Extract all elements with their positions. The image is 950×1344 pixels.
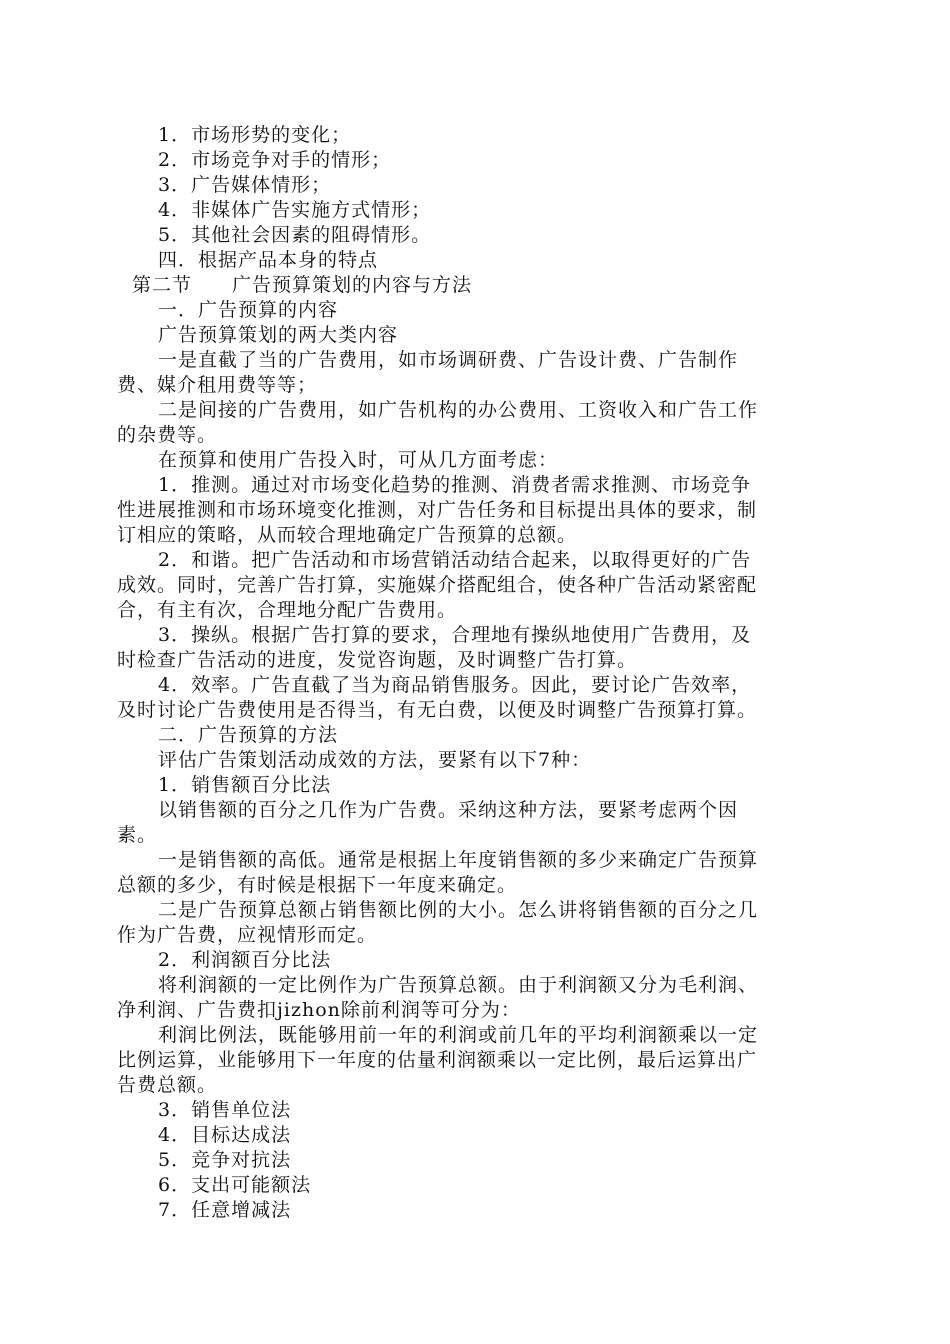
paragraph-line: 4．效率。广告直截了当为商品销售服务。因此，要讨论广告效率， — [158, 674, 752, 696]
list-item: 5．其他社会因素的阻碍情形。 — [158, 224, 432, 246]
list-item: 1．市场形势的变化； — [158, 124, 352, 146]
paragraph-line: 订相应的策略，从而较合理地确定广告预算的总额。 — [117, 524, 578, 546]
paragraph-line: 二是广告预算总额占销售额比例的大小。怎么讲将销售额的百分之几 — [158, 899, 759, 921]
paragraph-line: 二是间接的广告费用，如广告机构的办公费用、工资收入和广告工作 — [158, 399, 759, 421]
section-heading: 四．根据产品本身的特点 — [158, 249, 379, 271]
section-heading: 二．广告预算的方法 — [158, 724, 339, 746]
paragraph-line: 1．推测。通过对市场变化趋势的推测、消费者需求推测、市场竞争 — [158, 474, 752, 496]
paragraph-line: 总额的多少，有时候是根据下一年度来确定。 — [117, 874, 518, 896]
list-item: 3．广告媒体情形； — [158, 174, 332, 196]
paragraph-line: 素。 — [117, 824, 158, 846]
paragraph-line: 合，有主有次，合理地分配广告费用。 — [117, 599, 458, 621]
list-item: 6．支出可能额法 — [158, 1174, 312, 1196]
paragraph-line: 告费总额。 — [117, 1074, 218, 1096]
paragraph-line: 利润比例法，既能够用前一年的利润或前几年的平均利润额乘以一定 — [158, 1024, 759, 1046]
paragraph-line: 一是直截了当的广告费用，如市场调研费、广告设计费、广告制作 — [158, 349, 739, 371]
paragraph-line: 比例运算，业能够用下一年度的估量利润额乘以一定比例，最后运算出广 — [117, 1049, 758, 1071]
list-item: 3．销售单位法 — [158, 1099, 292, 1121]
paragraph-line: 以销售额的百分之几作为广告费。采纳这种方法，要紧考虑两个因 — [158, 799, 739, 821]
paragraph-line: 性进展推测和市场环境变化推测，对广告任务和目标提出具体的要求，制 — [117, 499, 758, 521]
paragraph-line: 在预算和使用广告投入时，可从几方面考虑： — [158, 449, 559, 471]
paragraph-line: 的杂费等。 — [117, 424, 218, 446]
paragraph-line: 2．和谐。把广告活动和市场营销活动结合起来，以取得更好的广告 — [158, 549, 752, 571]
paragraph-line: 一是销售额的高低。通常是根据上年度销售额的多少来确定广告预算 — [158, 849, 759, 871]
list-item: 2．利润额百分比法 — [158, 949, 332, 971]
chapter-heading: 第二节 广告预算策划的内容与方法 — [132, 274, 473, 296]
list-item: 7．任意增减法 — [158, 1199, 292, 1221]
list-item: 1．销售额百分比法 — [158, 774, 332, 796]
paragraph-line: 将利润额的一定比例作为广告预算总额。由于利润额又分为毛利润、 — [158, 974, 759, 996]
paragraph-line: 3．操纵。根据广告打算的要求，合理地有操纵地使用广告费用，及 — [158, 624, 752, 646]
paragraph-line: 作为广告费，应视情形而定。 — [117, 924, 378, 946]
list-item: 4．目标达成法 — [158, 1124, 292, 1146]
paragraph-line: 时检查广告活动的进度，发觉咨询题，及时调整广告打算。 — [117, 649, 638, 671]
paragraph-line: 及时讨论广告费使用是否得当，有无白费，以便及时调整广告预算打算。 — [117, 699, 758, 721]
list-item: 2．市场竞争对手的情形； — [158, 149, 392, 171]
paragraph-line: 评估广告策划活动成效的方法，要紧有以下7种： — [158, 749, 592, 771]
section-heading: 一．广告预算的内容 — [158, 299, 339, 321]
list-item: 5．竞争对抗法 — [158, 1149, 292, 1171]
paragraph-line: 成效。同时，完善广告打算，实施媒介搭配组合，使各种广告活动紧密配 — [117, 574, 758, 596]
paragraph-line: 净利润、广告费扣jizhon除前利润等可分为： — [117, 999, 521, 1021]
paragraph-line: 广告预算策划的两大类内容 — [158, 324, 399, 346]
list-item: 4．非媒体广告实施方式情形； — [158, 199, 432, 221]
paragraph-line: 费、媒介租用费等等； — [117, 374, 318, 396]
